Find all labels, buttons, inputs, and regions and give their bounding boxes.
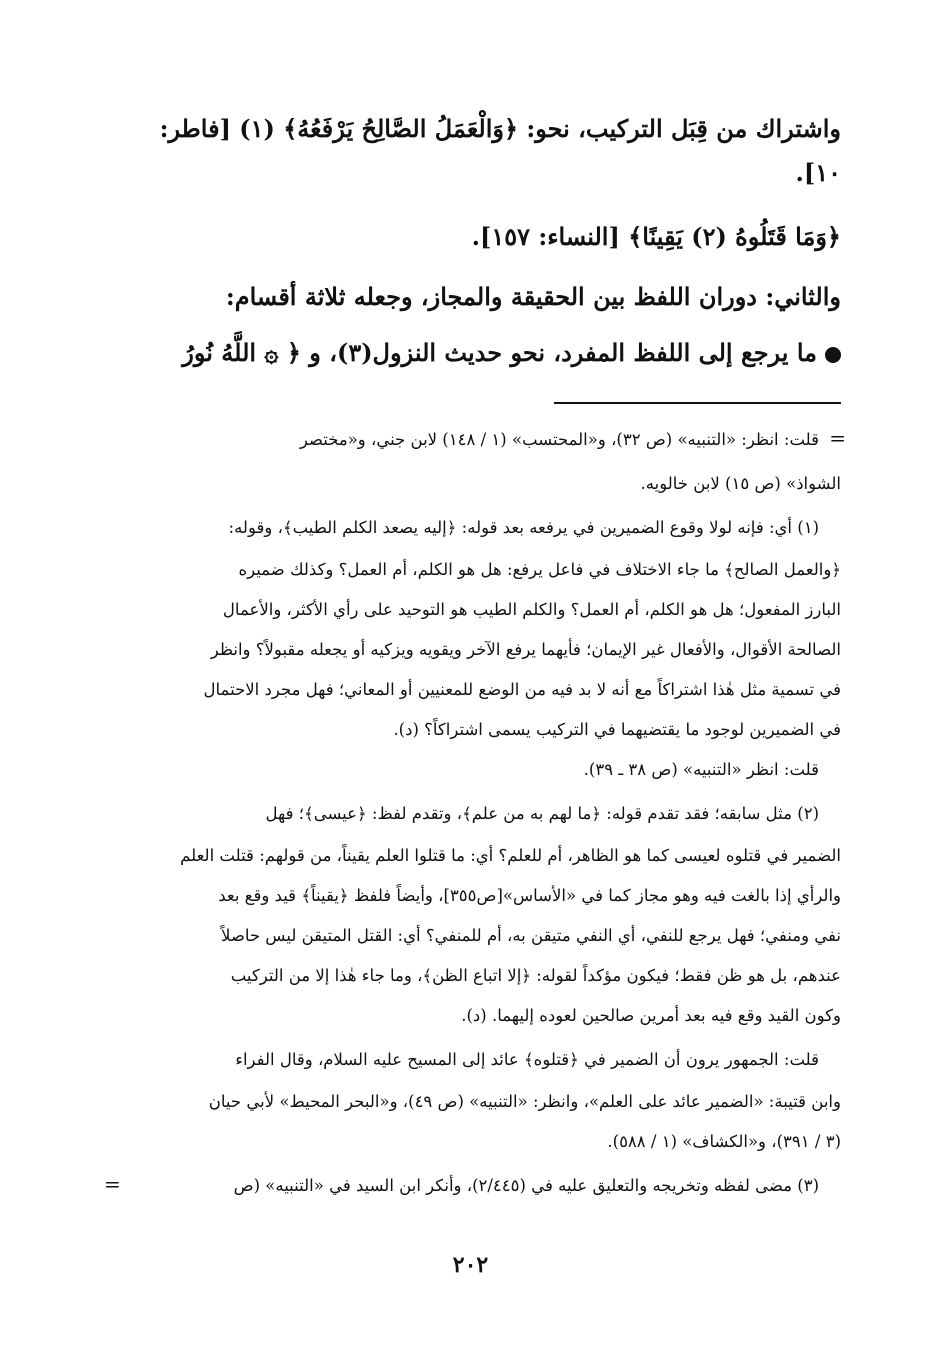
footnote-line: الشواذ» (ص ١٥) لابن خالويه.	[640, 474, 841, 493]
footnote-line: في تسمية مثل هٰذا اشتراكاً مع أنه لا بد فيه من الوضع للمعنيين أو المعاني؛ فهل مجرد الاحتمال	[203, 680, 841, 699]
main-line-5	[182, 338, 841, 367]
main-line-2: ١٠].	[795, 158, 841, 187]
continuation-marker: =	[829, 426, 846, 450]
footnote-line: البارز المفعول؛ هل هو الكلم، أم العمل؟ والكلم الطيب هو التوحيد على رأي الأكثر، والأعمال	[222, 600, 841, 619]
main-line-4: والثاني: دوران اللفظ بين الحقيقة والمجاز، وجعله ثلاثة أقسام:	[225, 282, 841, 311]
footnote-line: ﴿والعمل الصالح﴾ ما جاء الاختلاف في فاعل يرفع: هل هو الكلم، أم العمل؟ وكذلك ضميره	[238, 560, 841, 579]
footnote-line: (٣ / ٣٩١)، و«الكشاف» (١ / ٥٨٨).	[607, 1132, 841, 1151]
main-line-1: واشتراك من قِبَل التركيب، نحو: ﴿وَالْعَمَلُ الصَّالِحُ يَرْفَعُهُ﴾ (١) [فاطر:	[159, 114, 841, 143]
footnote-line: قلت: انظر «التنبيه» (ص ٣٨ ـ ٣٩).	[583, 760, 819, 779]
footnote-line: والرأي إذا بالغت فيه وهو مجاز كما في «الأساس»[ص٣٥٥]، وأيضاً فلفظ ﴿يقيناً﴾ قيد وقع بعد	[218, 886, 841, 905]
footnote-line: عندهم، بل هو ظن فقط؛ فيكون مؤكداً لقوله: ﴿إلا اتباع الظن﴾، وما جاء هٰذا إلا من التركيب	[230, 966, 841, 985]
main-line-3: ﴿وَمَا قَتَلُوهُ (٢) يَقِينًا﴾ [النساء: ١٥٧].	[471, 222, 841, 251]
footnote-separator	[554, 402, 841, 404]
footnote-line: الضمير في قتلوه لعيسى كما هو الظاهر، أم للعلم؟ أي: ما قتلوا العلم يقيناً، من قولهم: قتلت العلم	[180, 846, 841, 865]
bullet-icon	[825, 347, 841, 363]
footnote-line: وابن قتيبة: «الضمير عائد على العلم»، وانظر: «التنبيه» (ص ٤٩)، و«البحر المحيط» لأبي حيان	[208, 1092, 841, 1111]
footnote-line: (١) أي: فإنه لولا وقوع الضميرين في يرفعه بعد قوله: ﴿إليه يصعد الكلم الطيب﴾، وقوله:	[228, 518, 819, 537]
footnote-line: (٣) مضى لفظه وتخريجه والتعليق عليه في (٢/٤٤٥)، وأنكر ابن السيد في «التنبيه» (ص	[233, 1176, 819, 1195]
footnote-line: قلت: انظر: «التنبيه» (ص ٣٢)، و«المحتسب» (١ / ١٤٨) لابن جني، و«مختصر	[299, 430, 819, 449]
footnote-line: نفي ومنفي؛ فهل يرجع للنفي، أي النفي متيقن به، أم للمنفي؟ أي: القتل المتيقن ليس حاصلاً	[220, 926, 841, 945]
footnote-line: وكون القيد وقع فيه بعد أمرين صالحين لعوده إليهما. (د).	[461, 1006, 841, 1025]
page-number: ٢٠٢	[452, 1252, 489, 1278]
footnote-line: (٢) مثل سابقه؛ فقد تقدم قوله: ﴿ما لهم به من علم﴾، وتقدم لفظ: ﴿عيسى﴾؛ فهل	[265, 804, 819, 823]
footnote-line: في الضميرين لوجود ما يقتضيهما في التركيب يسمى اشتراكاً؟ (د).	[393, 720, 841, 739]
footnote-line: قلت: الجمهور يرون أن الضمير في ﴿قتلوه﴾ عائد إلى المسيح عليه السلام، وقال الفراء	[235, 1050, 819, 1069]
footnote-line: الصالحة الأقوال، والأفعال غير الإيمان؛ فأيهما يرفع الآخر ويقويه ويزكيه أو يجعله مقبولاً؟ وانظر	[210, 640, 841, 659]
continuation-marker: =	[104, 1172, 121, 1196]
main-line-5-text: ما يرجع إلى اللفظ المفرد، نحو حديث النزول(٣)، و ﴿ ۞ اللَّهُ نُورُ	[182, 338, 817, 367]
